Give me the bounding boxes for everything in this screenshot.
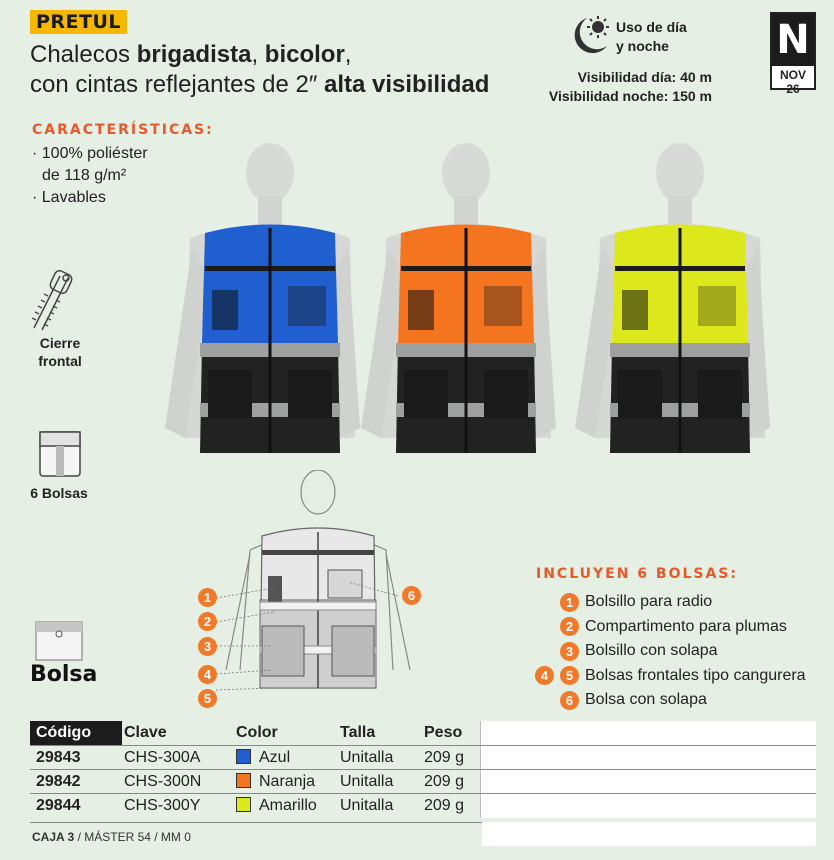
product-table [30,721,816,817]
zipper-icon [30,268,80,332]
characteristics-title: CARACTERÍSTICAS: [32,122,214,138]
visibility-info [540,68,712,106]
includes-item: 4 5 Bolsas frontales tipo cangurera [530,664,806,689]
pocket-icon [38,428,82,480]
diagram-number: 4 [198,665,217,684]
brand-logo: PRETUL [30,10,127,34]
visibility-night: Visibilidad noche: 150 m [548,88,712,104]
table-row: 29843 CHS-300A Azul Unitalla 209 g [30,745,816,769]
bag-feature-label: Bolsa [30,662,98,687]
color-swatch [236,773,251,788]
color-swatch [236,797,251,812]
pockets-feature-label: 6 Bolsas [30,485,88,501]
header-key: Clave [124,724,167,741]
includes-item: 3 Bolsillo con solapa [530,639,806,664]
includes-item: 6 Bolsa con solapa [530,688,806,713]
footer-blank [482,822,816,846]
characteristic-item: · 100% poliéster [32,145,148,162]
diagram-number: 5 [198,689,217,708]
header-color: Color [236,724,278,741]
header-weight: Peso [424,724,463,741]
diagram-number: 1 [198,588,217,607]
header-code: Código [30,721,122,745]
novelty-badge [770,12,816,96]
includes-list [530,590,806,713]
includes-item: 1 Bolsillo para radio [530,590,806,615]
pocket-diagram [188,470,428,702]
includes-item: 2 Compartimento para plumas [530,615,806,640]
table-row: 29844 CHS-300Y Amarillo Unitalla 209 g [30,793,816,817]
characteristic-item: · Lavables [32,189,106,206]
vest-blue-image [150,138,360,463]
color-swatch [236,749,251,764]
characteristic-item: de 118 g/m² [42,167,127,184]
table-row: 29842 CHS-300N Naranja Unitalla 209 g [30,769,816,793]
diagram-number: 2 [198,612,217,631]
header-size: Talla [340,724,376,741]
product-title: Chalecos brigadista, bicolor, con cintas reflejantes de 2″ alta visibilidad [30,41,490,98]
zipper-feature-label: Cierre frontal [38,335,82,369]
includes-title: INCLUYEN 6 BOLSAS: [536,566,738,582]
diagram-number: 6 [402,586,421,605]
bag-icon [34,620,84,662]
vest-yellow-image [560,138,770,463]
visibility-day: Visibilidad día: 40 m [577,69,712,85]
badge-date: NOV 26 [779,68,806,96]
characteristics-list [32,143,148,209]
diagram-number: 3 [198,637,217,656]
day-night-icon [565,12,613,60]
vest-orange-image [346,138,556,463]
table-header [30,721,816,745]
day-night-label: Uso de día y noche [616,19,687,54]
badge-letter: N [772,14,814,66]
packaging-info: CAJA 3 / MÁSTER 54 / MM 0 [32,830,191,844]
footer-divider [30,822,482,823]
